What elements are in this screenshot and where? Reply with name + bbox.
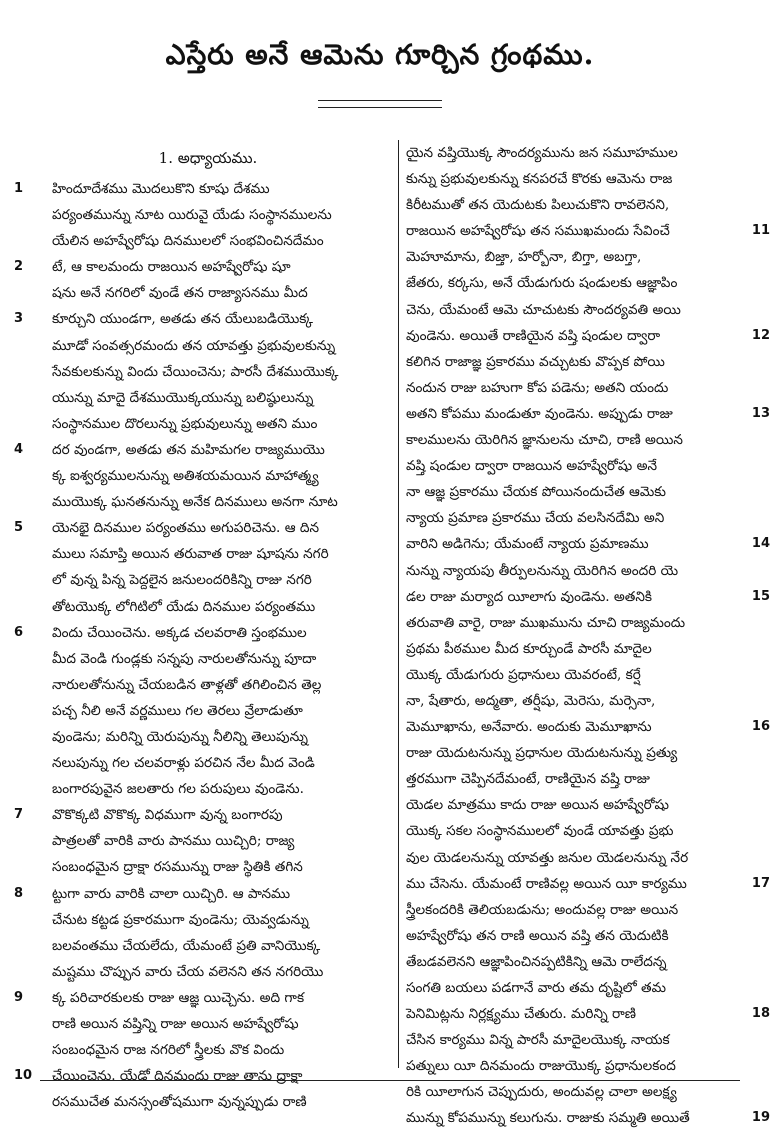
text-line — [52, 333, 404, 359]
line-text: యైన వష్తియొక్క సౌందర్యమును జన సమూహముల — [406, 145, 678, 161]
line-text: యెడల మాత్రము కాదు రాజు అయిన అహష్వేరోషు — [406, 797, 669, 814]
text-line — [52, 541, 404, 567]
text-line — [52, 1037, 404, 1063]
text-line — [406, 949, 758, 975]
text-line — [406, 688, 758, 714]
verse-number: 3 — [14, 311, 24, 327]
text-line — [52, 359, 404, 385]
text-line — [406, 140, 758, 166]
chapter-heading: 1. అధ్యాయము. — [158, 149, 258, 167]
verse-number: 8 — [14, 885, 24, 901]
line-text: త్తరముగా చెప్పినదేమంటే, రాణియైన వష్తి రాజు — [406, 771, 650, 788]
text-line — [14, 515, 404, 541]
line-text: మెహూమాను, బిజ్తా, హర్బోనా, బిగ్తా, అబగ్తా, — [406, 249, 642, 266]
line-text: హిందూదేశము మొదలుకొని కూషు దేశము — [52, 181, 270, 197]
line-text: చేనుట కట్టడ ప్రకారముగా వుండెను; యెవ్వడున్ను — [52, 911, 309, 928]
line-text: సంస్థానముల దొరలున్ను ప్రభువులున్ను అతని ముం — [52, 415, 318, 432]
line-text: నలుపున్ను గల చలవరాళ్లు పరచిన నేల మీద వెండి — [52, 755, 315, 772]
line-text: వుండెను. అయితే రాణియైన వష్తి షండుల ద్వారా — [406, 327, 661, 344]
line-text: స్త్రీలకందరికి తెలియబడును; అందువల్ల రాజు అయిన — [406, 901, 679, 918]
page-title: ఎస్తేరు అనే ఆమెను గూర్చిన గ్రంథము. — [165, 38, 595, 71]
text-line — [406, 558, 758, 584]
text-line — [406, 297, 758, 323]
text-line — [406, 375, 758, 401]
line-text: సంబంధమైన ద్రాక్షా రసమున్ను రాజు స్థితికి తగిన — [52, 859, 303, 876]
text-line — [52, 228, 404, 254]
line-text: తోటయొక్క లోగిటిలో యేడు దినముల పర్యంతము — [52, 598, 316, 615]
text-line — [52, 411, 404, 437]
text-line — [52, 750, 404, 776]
line-text: లో వున్న పిన్న పెద్దలైన జనులందరికిన్ని రాజు నగరి — [52, 572, 312, 589]
line-text: అహష్వేరోషు తన రాణి అయిన వష్తి తన యెదుటికి — [406, 927, 669, 944]
text-line — [406, 845, 758, 871]
line-text: నారులతోనున్ను చేయబడిన తాళ్లతో తగిలించిన తెల్ల — [52, 676, 322, 693]
text-line — [406, 244, 758, 270]
line-text: తేబడవలెనని ఆజ్ఞాపించినప్పటికిన్ని ఆమె రాలేదన్న — [406, 953, 667, 970]
verse-number: 17 — [751, 875, 770, 891]
line-text: కలిగిన రాజాజ్ఞ ప్రకారము వచ్చుటకు వొప్పక పోయి — [406, 353, 665, 370]
line-text: నా, షేతారు, అద్మతా, తర్షీషు, మెరెసు, మర్సెనా, — [406, 692, 656, 709]
text-line — [406, 766, 758, 792]
verse-number: 9 — [14, 989, 24, 1005]
line-text: మీద వెండి గుండ్లకు సన్నపు నారులతోనున్ను పూదా — [52, 650, 317, 667]
text-line — [52, 724, 404, 750]
line-text: పెనిమిట్లను నిర్లక్ష్యము చేతురు. మరిన్ని రాణి — [406, 1006, 636, 1023]
bottom-rule — [40, 1080, 740, 1081]
line-text: వుల యెడలనున్ను యావత్తు జనుల యెడలనున్ను నేర — [406, 849, 689, 866]
text-line — [52, 933, 404, 959]
text-line — [406, 923, 758, 949]
text-line — [52, 776, 404, 802]
line-text: క్క పరిచారకులకు రాజు ఆజ్ఞ యిచ్చెను. అది గాక — [52, 989, 305, 1006]
left-column — [14, 140, 404, 1111]
text-line — [406, 1027, 758, 1053]
title-ornament-rule — [318, 100, 442, 108]
text-line — [52, 280, 404, 306]
line-text: వారిని అడిగెను; యేమంటే న్యాయ ప్రమాణము — [406, 536, 649, 553]
text-line — [406, 871, 770, 897]
text-line — [52, 1089, 404, 1115]
line-text: సంగతి బయలు పడగానే వారు తమ దృష్టిలో తమ — [406, 980, 666, 996]
line-text: నున్ను న్యాయపు తీర్పులనున్ను యెరిగిన అందరి యె — [406, 562, 679, 579]
line-text: క్క ఐశ్వర్యములనున్ను అతిశయమయిన మాహాత్మ్య — [52, 468, 319, 485]
line-text: విందు చేయించెను. అక్కడ చలవరాతి స్తంభముల — [52, 624, 307, 641]
right-column-lines — [406, 140, 770, 1132]
line-text: న్యాయ ప్రమాణ ప్రకారము చేయ వలసినదేమి అని — [406, 510, 665, 527]
verse-number: 1 — [14, 181, 24, 196]
text-line — [52, 202, 404, 228]
line-text: సేవకులకున్ను విందు చేయించెను; పారసీ దేశముయొక్క — [52, 363, 339, 380]
text-line — [406, 401, 770, 427]
text-line — [52, 646, 404, 672]
line-text: మెమూఖాను, అనేవారు. అందుకు మెమూఖాను — [406, 719, 652, 736]
text-line — [406, 610, 758, 636]
text-line — [52, 854, 404, 880]
text-line — [406, 166, 758, 192]
line-text: చేయించెను. యేడో దినమందు రాజు తాను ద్రాక్షా — [52, 1068, 303, 1085]
line-text: రాజు యెదుటనున్ను ప్రధానుల యెదుటనున్ను ప్రత్యు — [406, 745, 678, 762]
text-line — [406, 714, 770, 740]
text-line — [406, 636, 758, 662]
line-text: ట్టుగా వారు వారికి చాలా యిచ్చిరి. ఆ పానము — [52, 885, 291, 902]
line-text: తరువాతి వారై, రాజు ముఖమును చూచి రాజ్యమందు — [406, 614, 686, 631]
text-line — [406, 975, 758, 1001]
left-column-lines — [14, 176, 404, 1115]
text-line — [406, 1079, 758, 1105]
line-text: పాత్రలతో వారికి వారు పానము యిచ్చిరి; రాజ్య — [52, 833, 295, 850]
text-line — [52, 959, 404, 985]
right-column — [406, 140, 770, 1127]
verse-number: 18 — [751, 1006, 770, 1022]
text-line — [14, 437, 404, 463]
line-text: మష్టము చొప్పున వారు చేయ వలెనని తన నగరియొ — [52, 963, 324, 980]
line-text: ములు సమాప్తి అయిన తరువాత రాజు షూషను నగరి — [52, 546, 329, 563]
text-line — [406, 1053, 758, 1079]
line-text: యెనభై దినముల పర్యంతము అగుపరిచెను. ఆ దిన — [52, 520, 320, 537]
text-line — [52, 463, 404, 489]
line-text: వష్తి షండుల ద్వారా రాజయిన అహష్వేరోషు అనే — [406, 458, 657, 475]
text-line — [14, 306, 404, 332]
text-line — [14, 1063, 404, 1089]
text-line — [406, 218, 770, 244]
text-line — [406, 662, 758, 688]
line-text: కాలములను యెరిగిన జ్ఞానులను చూచి, రాణి అయిన — [406, 432, 683, 449]
text-columns — [14, 140, 770, 1127]
line-text: బంగారపువైన జలతారు గల పరుపులు వుండెను. — [52, 781, 304, 798]
text-line — [406, 1001, 770, 1027]
line-text: రికి యీలాగున చెప్పుదురు, అందువల్ల చాలా అలక్ష్య — [406, 1084, 677, 1101]
verse-number: 13 — [751, 405, 770, 421]
verse-number: 19 — [751, 1110, 770, 1126]
text-line — [14, 620, 404, 646]
text-line — [406, 584, 770, 610]
line-text: రసముచేత మనస్సంతోషముగా వున్నప్పుడు రాణి — [52, 1094, 307, 1111]
text-line — [406, 192, 758, 218]
line-text: ముయొక్క ఘనతనున్ను అనేక దినములు అనగా నూట — [52, 494, 338, 511]
verse-number: 5 — [14, 520, 24, 536]
text-line — [406, 897, 758, 923]
verse-number: 2 — [14, 259, 24, 275]
verse-number: 12 — [751, 327, 770, 343]
text-line — [406, 531, 770, 557]
text-line — [14, 254, 404, 280]
text-line — [52, 385, 404, 411]
verse-number: 14 — [751, 536, 770, 552]
line-text: కిరీటముతో తన యెదుటకు పిలుచుకొని రావలెనని, — [406, 197, 670, 214]
line-text: నా ఆజ్ఞ ప్రకారము చేయక పోయినందుచేత ఆమెకు — [406, 484, 667, 501]
line-text: డల రాజు మర్యాద యీలాగు వుండెను. అతనికి — [406, 588, 653, 605]
line-text: రాజయిన అహష్వేరోషు తన సముఖమందు సేవించే — [406, 223, 670, 240]
text-line — [52, 907, 404, 933]
line-text: పర్యంతమున్ను నూట యిరువై యేడు సంస్థానములను — [52, 207, 332, 224]
verse-number: 16 — [751, 719, 770, 735]
line-text: అతని కోపము మండుతూ వుండెను. అప్పుడు రాజు — [406, 405, 673, 422]
line-text: పత్నులు యీ దినమందు రాజుయొక్క ప్రధానులకంద — [406, 1058, 676, 1075]
text-line — [406, 505, 758, 531]
text-line — [406, 479, 758, 505]
text-line — [14, 881, 404, 907]
text-line — [406, 323, 770, 349]
line-text: జేతరు, కర్కసు, అనే యేడుగురు షండులకు ఆజ్ఞాపిం — [406, 275, 678, 292]
line-text: రాణి అయిన వష్తిన్ని రాజు అయిన అహష్వేరోషు — [52, 1016, 299, 1032]
line-text: షను అనే నగరిలో వుండే తన రాజ్యాసనము మీద — [52, 285, 308, 302]
verse-number: 10 — [14, 1068, 33, 1084]
text-line — [14, 985, 404, 1011]
line-text: ము చేసెను. యేమంటే రాణివల్ల అయిన యీ కార్యము — [406, 875, 687, 892]
verse-number: 6 — [14, 624, 24, 640]
text-line — [14, 802, 404, 828]
line-text: టే, ఆ కాలమందు రాజయిన అహష్వేరోషు షూ — [52, 259, 291, 276]
text-line — [52, 698, 404, 724]
line-text: వుండెను; మరిన్ని యెరుపున్ను నీలిన్ని తెలుపున్ను — [52, 728, 308, 745]
line-text: పచ్చ నీలి అనే వర్ణములు గల తెరలు వ్రేలాడుతూ — [52, 702, 303, 719]
text-line — [406, 270, 758, 296]
verse-number: 7 — [14, 807, 24, 823]
line-text: మూడో సంవత్సరమందు తన యావత్తు ప్రభువులకున్ను — [52, 337, 336, 354]
line-text: యొక్క యేడుగురు ప్రధానులు యెవరంటే, కర్షే — [406, 666, 641, 683]
line-text: యేలిన అహష్వేరోషు దినములలో సంభవించినదేమం — [52, 233, 324, 250]
line-text: మున్ను కోపమున్ను కలుగును. రాజుకు సమ్మతి అయితే — [406, 1110, 690, 1127]
verse-number: 11 — [751, 223, 770, 239]
text-line — [52, 1011, 404, 1037]
line-text: దర వుండగా, అతడు తన మహిమగల రాజ్యముయొ — [52, 441, 325, 458]
text-line — [14, 176, 404, 202]
line-text: బలవంతము చేయలేదు, యేమంటే ప్రతి వానియొక్క — [52, 937, 321, 954]
text-line — [52, 567, 404, 593]
text-line — [406, 453, 758, 479]
text-line — [406, 1105, 770, 1131]
line-text: యొక్క సకల సంస్థానములలో వుండే యావత్తు ప్రభు — [406, 823, 674, 840]
line-text: కున్ను ప్రభువులకున్ను కనపరచే కొరకు ఆమెను రాజ — [406, 171, 673, 188]
text-line — [406, 740, 758, 766]
text-line — [406, 427, 758, 453]
line-text: యున్ను మాదై దేశముయొక్కయున్ను బలిష్ఠులున్ను — [52, 389, 314, 406]
text-line — [52, 672, 404, 698]
text-line — [406, 349, 758, 375]
verse-number: 15 — [751, 588, 770, 604]
text-line — [406, 818, 758, 844]
line-text: ప్రథమ పీఠముల మీద కూర్చుండే పారసీ మాదైల — [406, 640, 652, 657]
text-line — [52, 828, 404, 854]
text-line — [406, 792, 758, 818]
line-text: చెను, యేమంటే ఆమె చూచుటకు సౌందర్యవతి అయి — [406, 301, 681, 318]
verse-number: 4 — [14, 441, 24, 457]
line-text: నందున రాజు బహుగా కోప పడెను; అతని యందు — [406, 379, 669, 396]
line-text: చేసిన కార్యము విన్న పారసీ మాదైలయొక్క నాయక — [406, 1032, 670, 1049]
line-text: కూర్చుని యుండగా, అతడు తన యేలుబడియొక్క — [52, 311, 313, 328]
text-line — [52, 594, 404, 620]
line-text: వొకొక్కటి వొకొక్క విధముగా వున్న బంగారపు — [52, 807, 283, 824]
line-text: సంబంధమైన రాజ నగరిలో స్త్రీలకు వొక విందు — [52, 1042, 285, 1059]
text-line — [52, 489, 404, 515]
